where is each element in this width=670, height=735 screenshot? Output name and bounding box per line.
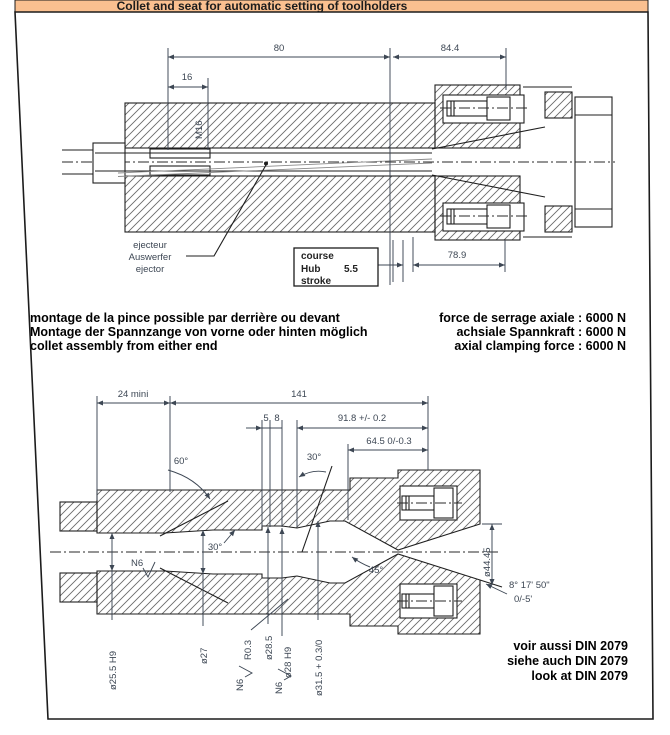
- din-reference-note: [507, 639, 628, 683]
- assembly-note-de: Montage der Spannzange von vorne oder hinten möglich: [30, 325, 368, 339]
- dia-28-5: ø28.5: [264, 635, 275, 660]
- dia-31-5: ø31.5 + 0.3/0: [314, 639, 325, 696]
- svg-text:N6: N6: [274, 681, 285, 694]
- force-note-fr: force de serrage axiale : 6000 N: [439, 311, 626, 325]
- lower-drawing: [50, 389, 550, 696]
- ejector-label: [129, 240, 172, 275]
- dim-24-mini: 24 mini: [117, 389, 149, 400]
- stroke-label-en: stroke: [301, 276, 332, 287]
- din-note-de: siehe auch DIN 2079: [507, 654, 628, 668]
- dia-44-45: ø44.45: [482, 547, 493, 577]
- dim-m16: M16: [194, 120, 205, 139]
- dim-78-9: 78.9: [447, 250, 467, 261]
- dia-28-h9: ø28 H9: [283, 646, 294, 678]
- din-note-en: look at DIN 2079: [531, 669, 628, 683]
- ejector-label-en: ejector: [135, 264, 165, 275]
- assembly-note-fr: montage de la pince possible par derrière ou devant: [30, 311, 340, 325]
- angle-30-bore: 30°: [207, 542, 223, 553]
- radius-0-3: R0.3: [243, 639, 254, 660]
- svg-text:N6: N6: [131, 558, 144, 569]
- stroke-label-de: Hub: [301, 264, 321, 275]
- din-note-fr: voir aussi DIN 2079: [513, 639, 628, 653]
- page-title: Collet and seat for automatic setting of toolholders: [116, 0, 408, 13]
- lower-clamp-bolt-top: [397, 486, 462, 520]
- angle-45: 45°: [368, 565, 384, 576]
- stroke-label-fr: course: [301, 251, 334, 262]
- stroke-box: [294, 248, 378, 287]
- upper-clamp-bolt-bottom: [440, 203, 530, 231]
- stroke-value: 5.5: [344, 264, 358, 275]
- assembly-note-en: collet assembly from either end: [30, 339, 218, 353]
- taper-angle-tol-2: 0/-5': [514, 594, 533, 605]
- force-note-en: axial clamping force : 6000 N: [454, 339, 626, 353]
- dim-5: 5: [263, 413, 269, 424]
- ejector-label-de: Auswerfer: [128, 252, 172, 263]
- ejector-label-fr: ejecteur: [133, 240, 167, 251]
- angle-60: 60°: [173, 456, 189, 467]
- dim-84-4: 84.4: [440, 43, 460, 54]
- taper-angle-tol-1: 8° 17' 50": [509, 580, 550, 591]
- dim-64-5: 64.5 0/-0.3: [366, 436, 412, 447]
- upper-clamp-bolt-top: [440, 95, 530, 123]
- svg-text:N6: N6: [235, 678, 246, 691]
- dia-25-5-h9: ø25.5 H9: [108, 650, 119, 690]
- dim-91-8: 91.8 +/- 0.2: [337, 413, 387, 424]
- assembly-note: [30, 311, 368, 353]
- lower-clamp-bolt-bottom: [397, 584, 462, 618]
- dim-80: 80: [273, 43, 285, 54]
- force-note-de: achsiale Spannkraft : 6000 N: [456, 325, 626, 339]
- dia-27: ø27: [199, 647, 210, 664]
- clamping-force-note: [439, 311, 626, 353]
- ejector-leader-dot: [264, 162, 268, 166]
- dim-141: 141: [291, 389, 307, 400]
- surface-finish-n6-groove: [235, 666, 252, 691]
- dim-16: 16: [181, 72, 193, 83]
- angle-30-top: 30°: [306, 452, 322, 463]
- upper-drawing: [62, 43, 615, 287]
- dim-8: 8: [274, 413, 280, 424]
